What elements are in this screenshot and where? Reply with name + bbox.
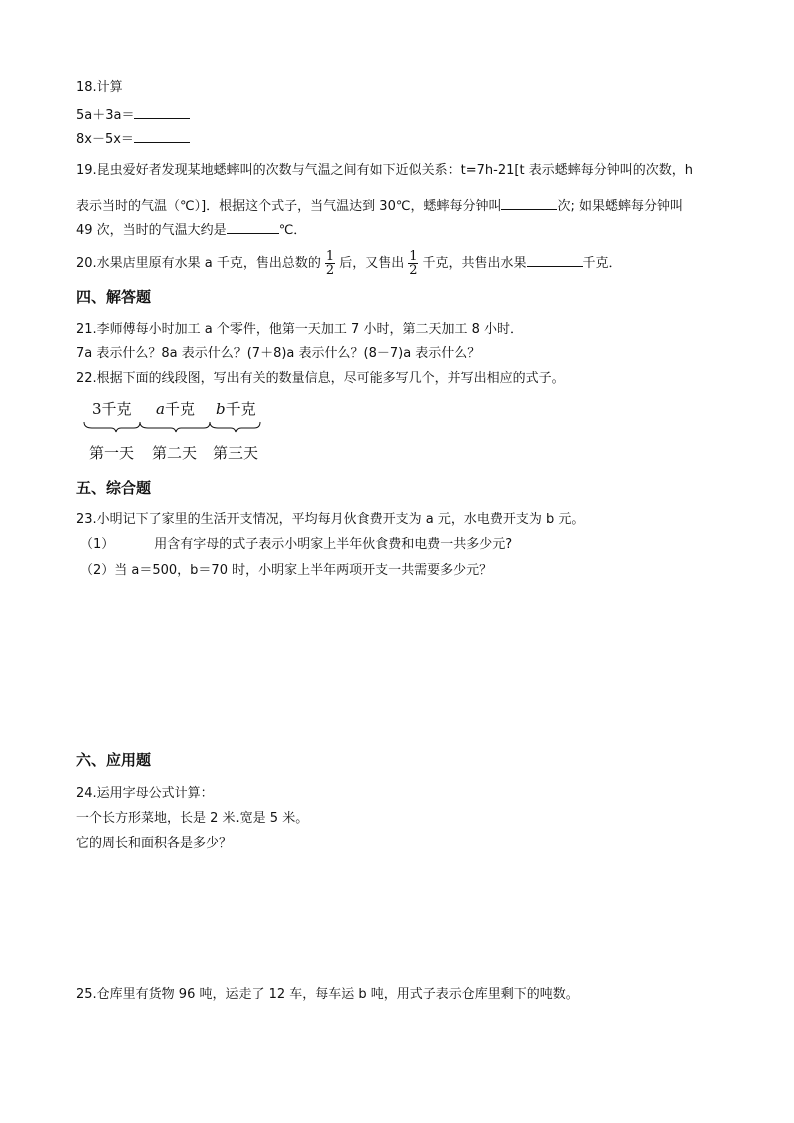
q23-line1: 23.小明记下了家里的生活开支情况，平均每月伙食费开支为 a 元，水电费开支为 b 元。 — [76, 512, 585, 527]
q20-text-b: 后，又售出 — [339, 256, 405, 271]
q21-line2: 7a 表示什么？8a 表示什么？(7＋8)a 表示什么？(8－7)a 表示什么？ — [76, 346, 481, 361]
q21-line1: 21.李师傅每小时加工 a 个零件，他第一天加工 7 小时，第二天加工 8 小时． — [76, 322, 523, 337]
q19-line3 — [76, 219, 306, 241]
q19-line2a: 表示当时的气温（℃）]．根据这个式子，当气温达到 30℃，蟋蟀每分钟叫 — [76, 199, 502, 214]
q23-sub1-number: （1） — [80, 537, 115, 552]
brace-day1 — [84, 422, 140, 432]
day-label-1: 第一天 — [89, 444, 135, 462]
q19-line1: 19.昆虫爱好者发现某地蟋蟀叫的次数与气温之间有如下近似关系：t=7h-21[t 表示蟋蟀每分钟叫的次数，h — [76, 163, 693, 178]
fraction-one-half — [325, 250, 335, 277]
q20-text-c: 千克，共售出水果 — [422, 256, 527, 271]
q20-text-d: 千克． — [582, 256, 622, 271]
answer-blank[interactable] — [527, 252, 583, 267]
segment-label-2 — [156, 398, 195, 419]
section-heading-4: 四、解答题 — [76, 288, 152, 306]
segment-diagram — [80, 395, 280, 467]
section-heading-5: 五、综合题 — [76, 479, 152, 497]
q24-line1: 24.运用字母公式计算： — [76, 786, 214, 801]
section-heading-6: 六、应用题 — [76, 751, 152, 769]
segment-label-3 — [216, 398, 256, 419]
segment-var-b: b — [216, 400, 226, 418]
q25-line1: 25.仓库里有货物 96 吨，运走了 12 车，每车运 b 吨，用式子表示仓库里剩下的吨数。 — [76, 987, 579, 1002]
q19-line2 — [76, 195, 683, 217]
q22-line1: 22.根据下面的线段图，写出有关的数量信息，尽可能多写几个，并写出相应的式子。 — [76, 371, 565, 386]
q23-sub2: （2）当 a＝500，b＝70 时，小明家上半年两项开支一共需要多少元？ — [80, 563, 493, 578]
segment-unit: 千克 — [225, 400, 256, 418]
q19-line3a: 49 次，当时的气温大约是 — [76, 223, 227, 238]
fraction-one-half — [408, 250, 418, 277]
q19-line2b: 次; 如果蟋蟀每分钟叫 — [557, 199, 683, 214]
segment-unit: 千克 — [164, 400, 195, 418]
day-label-3: 第三天 — [213, 444, 259, 462]
answer-blank[interactable] — [501, 195, 557, 210]
fraction-numerator: 1 — [409, 249, 418, 264]
segment-label-1: 3千克 — [92, 400, 132, 418]
fraction-denominator: 2 — [325, 263, 335, 278]
answer-blank[interactable] — [134, 104, 190, 119]
q18-expr1: 5a＋3a＝ — [76, 108, 135, 123]
brace-day3 — [210, 422, 260, 432]
q24-line3: 它的周长和面积各是多少？ — [76, 836, 233, 851]
answer-blank[interactable] — [134, 128, 190, 143]
q18-line2 — [76, 128, 190, 150]
q23-sub1 — [80, 535, 512, 555]
fraction-denominator: 2 — [409, 263, 418, 278]
q23-sub1-text: 用含有字母的式子表示小明家上半年伙食费和电费一共多少元? — [154, 537, 513, 552]
segment-var-a: a — [156, 400, 165, 418]
q20-line — [76, 250, 622, 277]
fraction-numerator: 1 — [325, 249, 335, 264]
q18-title: 18.计算 — [76, 80, 123, 95]
q18-line1 — [76, 104, 190, 126]
q20-text-a: 20.水果店里原有水果 a 千克，售出总数的 — [76, 256, 321, 271]
brace-day2 — [140, 422, 210, 432]
answer-blank[interactable] — [227, 219, 279, 234]
q18-expr2: 8x－5x＝ — [76, 132, 134, 147]
day-label-2: 第二天 — [152, 444, 198, 462]
q24-line2: 一个长方形菜地，长是 2 米.宽是 5 米。 — [76, 811, 309, 826]
q19-line3b: ℃． — [278, 223, 307, 238]
segment-braces — [80, 419, 280, 435]
